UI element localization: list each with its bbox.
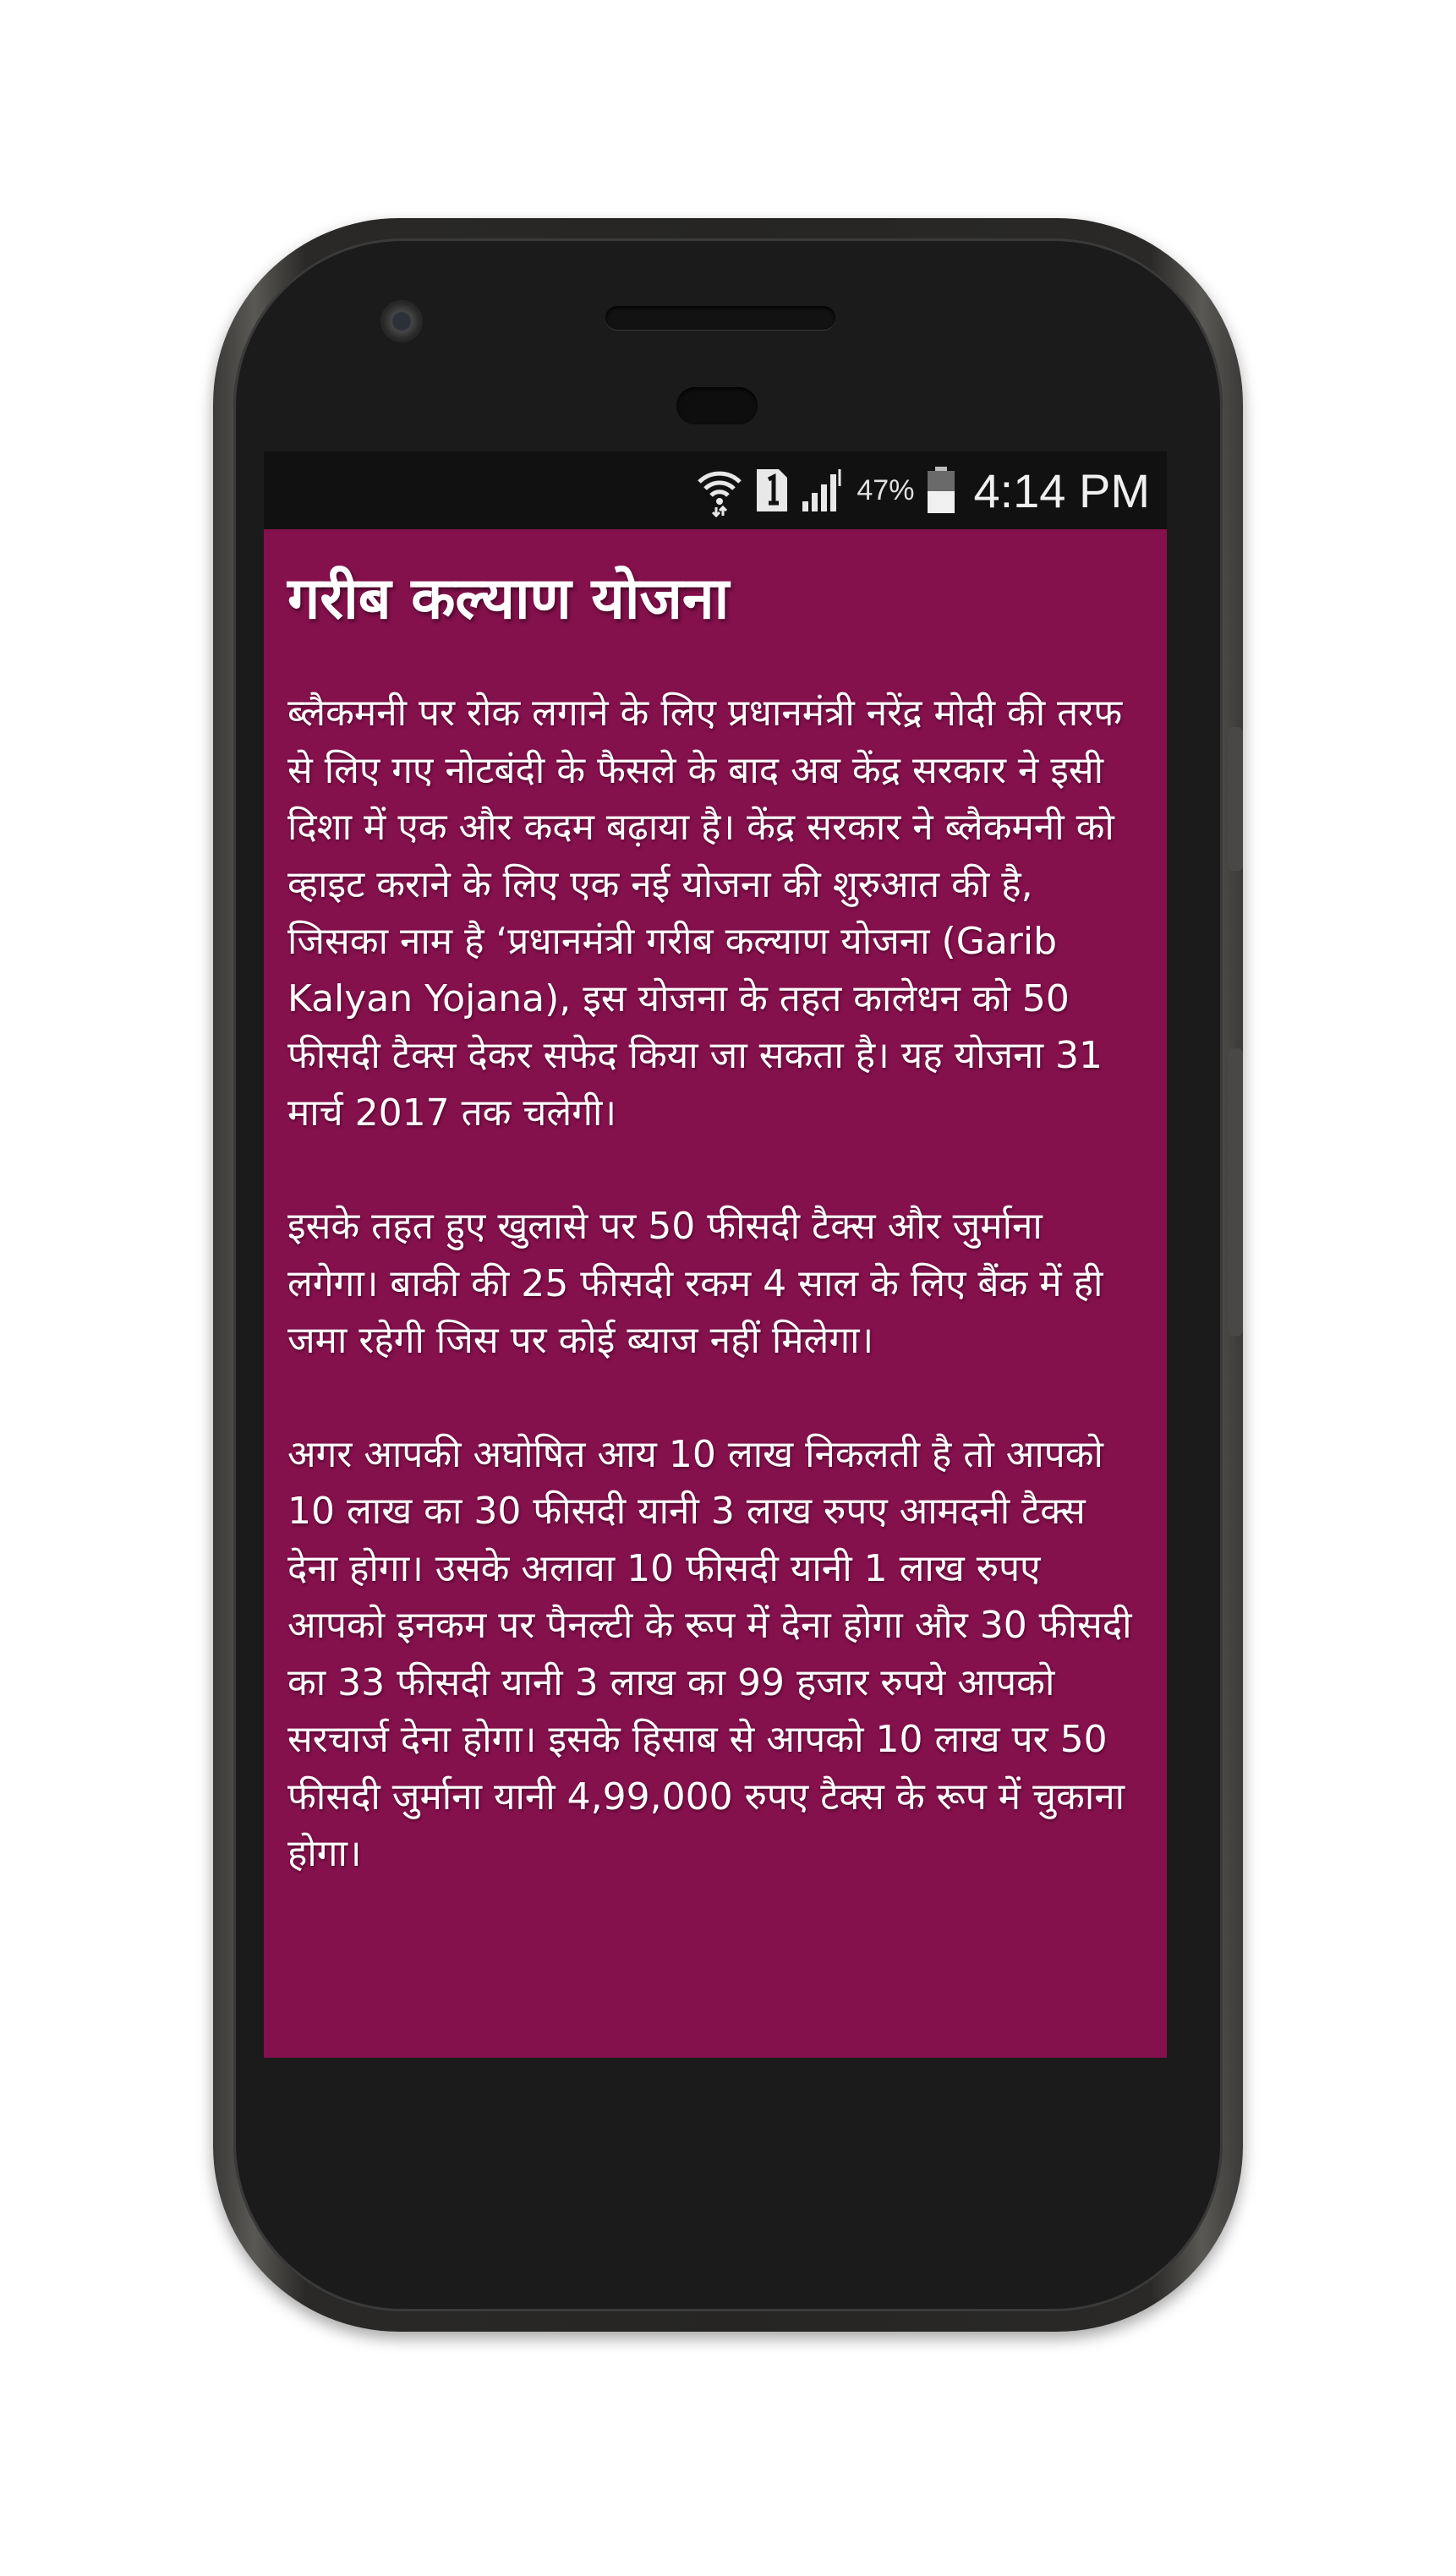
article-content[interactable] xyxy=(264,529,1167,2058)
earpiece-speaker xyxy=(605,306,835,330)
front-camera-icon xyxy=(380,300,423,342)
article-paragraph: ब्लैकमनी पर रोक लगाने के लिए प्रधानमंत्री नरेंद्र मोदी की तरफ से लिए गए नोटबंदी के फैसले के बाद अब केंद्र सरकार ने इसी दिशा में एक और कदम बढ़ाया है। केंद्र सरकार ने ब्लैकमनी को व्हाइट कराने के लिए एक नई योजना की शुरुआत की है, जिसका नाम है ‘प्रधानमंत्री गरीब कल्याण योजना (Garib Kalyan Yojana), इस योजना के तहत कालेधन को 50 फीसदी टैक्स देकर सफेद किया जा सकता है। यह योजना 31 मार्च 2017 तक चलेगी। xyxy=(287,692,1123,1135)
volume-button xyxy=(1228,1048,1243,1336)
sim-1-icon xyxy=(755,468,789,513)
power-button xyxy=(1228,727,1243,871)
bottom-bezel xyxy=(264,2058,1167,2075)
signal-icon xyxy=(801,468,845,513)
battery-icon xyxy=(926,466,956,515)
article-paragraph: अगर आपकी अघोषित आय 10 लाख निकलती है तो आपको 10 लाख का 30 फीसदी यानी 3 लाख रुपए आमदनी टैक्स देना होगा। उसके अलावा 10 फीसदी यानी 1 लाख रुपए आपको इनकम पर पैनल्टी के रूप में देना होगा और 30 फीसदी का 33 फीसदी यानी 3 लाख का 99 हजार रुपये आपको सरचार्ज देना होगा। इसके हिसाब से आपको 10 लाख पर 50 फीसदी जुर्माना यानी 4,99,000 रुपए टैक्स के रूप में चुकाना होगा। xyxy=(287,1432,1132,1876)
status-time: 4:14 PM xyxy=(973,463,1150,517)
wifi-icon xyxy=(696,463,743,517)
article-paragraph: इसके तहत हुए खुलासे पर 50 फीसदी टैक्स और जुर्माना लगेगा। बाकी की 25 फीसदी रकम 4 साल के लिए बैंक में ही जमा रहेगी जिस पर कोई ब्याज नहीं मिलेगा। xyxy=(287,1205,1103,1363)
proximity-sensor xyxy=(676,387,758,424)
battery-percent: 47% xyxy=(857,473,915,506)
article-title: गरीब कल्याण योजना xyxy=(287,566,730,632)
status-bar xyxy=(264,451,1167,529)
phone-screen xyxy=(264,451,1167,2058)
status-icons xyxy=(696,451,1150,529)
